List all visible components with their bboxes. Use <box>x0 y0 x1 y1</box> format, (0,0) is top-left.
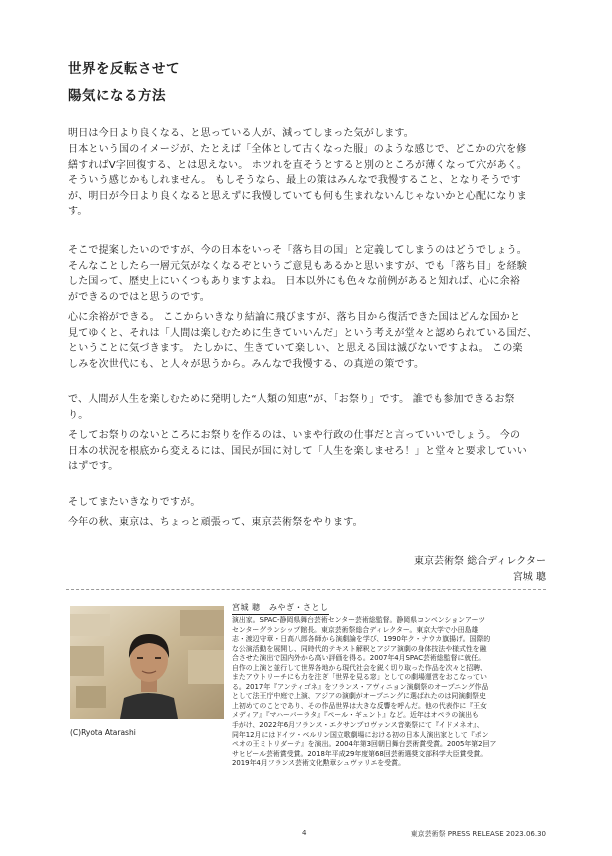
profile-bio <box>232 616 552 769</box>
body-paragraph-6 <box>68 428 546 475</box>
signature-role: 東京芸術祭 総合ディレクター <box>414 556 546 567</box>
body-paragraph-1 <box>68 126 546 142</box>
body-paragraph-4 <box>68 310 546 372</box>
text-line: そんなことしたら一層元気がなくなるぞというご意見もあるかと思いますが、でも「落ち目」を経験 <box>68 260 527 272</box>
text-line: 明日は今日より良くなる、と思っている人が、減ってしまった気がします。 <box>68 128 414 139</box>
text-line: す。 <box>68 206 88 217</box>
heading-line-1: 世界を反転させて <box>68 61 180 77</box>
text-line: そういう感じかもしれません。 もしそうなら、最上の策はみんなで我慢すること、となりそうです <box>68 175 521 186</box>
text-line: ということに気づきます。 たしかに、生きていて楽しい、と思える国は滅びないですよね。 この楽 <box>68 343 523 354</box>
text-line: した国って、歴史上にいくつもありますよね。 日本以外にも色々な前例があると知れば、心に余裕 <box>68 276 520 287</box>
bio-line: ペオの王ミトリダーテ』を演出。2004年第3回朝日舞台芸術賞受賞。2005年第2回ア <box>232 740 497 749</box>
bio-line: メディア』『マハーバーラタ』『ペール・ギュント』など。近年はオペラの演出も <box>232 711 479 720</box>
text-line: 日本の状況を根底から変えるには、国民が国に対して「人生を楽しませろ！」と堂々と要求していい <box>68 445 527 457</box>
bio-line: またアウトリーチにも力を注ぎ「世界を見る窓」としての劇場運営をおこなってい <box>232 673 487 682</box>
bio-line: 2019年4月フランス芸術文化勲章シュヴァリエを受賞。 <box>232 759 405 768</box>
bio-line: な公演活動を展開し、同時代的テキスト解釈とアジア演劇の身体技法や様式性を融 <box>232 644 487 653</box>
bio-line: 手がけ、2022年6月フランス・エクサンプロヴァンス音楽祭にて『イドメネオ』、 <box>232 721 484 730</box>
text-line: しみを次世代にも、と人々が思うから。みんなで我慢する、の真逆の策です。 <box>68 358 425 370</box>
body-paragraph-7 <box>68 495 546 511</box>
text-line: が、明日が今日より良くなると思えずに我慢していても何も生まれないんじゃないかと心配になりま <box>68 190 527 202</box>
text-line: ができるのではと思うのです。 <box>68 291 210 303</box>
bio-line: る。2017年『アンティゴネ』をフランス・アヴィニョン演劇祭のオープニング作品 <box>232 682 489 691</box>
bio-line: センターグランシップ館長。東京芸術祭総合ディレクター。東京大学で小田島雄 <box>232 625 479 634</box>
section-divider <box>66 589 546 590</box>
photo-credit: (C)Ryota Atarashi <box>70 728 136 737</box>
bio-line: サヒビール芸術賞受賞。2018年平成29年度第68回芸術選奨文部科学大臣賞受賞。 <box>232 749 488 758</box>
signature-name: 宮城 聰 <box>512 572 546 583</box>
body-paragraph-8 <box>68 515 546 531</box>
body-paragraph-3 <box>68 243 546 305</box>
bio-line: として法王庁中庭で上演、アジアの演劇がオープニングに選ばれたのは同演劇祭史 <box>232 692 486 701</box>
body-paragraph-2 <box>68 142 546 220</box>
text-line: で、人間が人生を楽しむために発明した“人類の知恵”が、「お祭り」です。 誰でも参加できるお祭 <box>68 394 515 405</box>
text-line: はずです。 <box>68 461 119 472</box>
text-line: 繕すればV字回復する、とは思えない。 ホツれを直そうとすると別のところが薄くなって穴があく。 <box>68 159 528 171</box>
page-number: 4 <box>302 829 307 837</box>
bio-line: 同年12月にはドイツ・ベルリン国立歌劇場における初の日本人演出家として『ポン <box>232 730 489 739</box>
bio-line: 上初めてのことであり、その作品世界は大きな反響を呼んだ。他の代表作に『王女 <box>232 701 487 710</box>
profile-name: 宮城 聰 みやぎ・さとし <box>232 603 329 615</box>
text-line: そしてお祭りのないところにお祭りを作るのは、いまや行政の仕事だと言っていいでしょう。 今の <box>68 430 521 441</box>
bio-line: 合させた演出で国内外から高い評価を得る。2007年4月SPAC芸術総監督に就任。 <box>232 654 486 663</box>
text-line: そしてまたいきなりですが。 <box>68 497 201 508</box>
bio-line: 演出家。SPAC-静岡県舞台芸術センター芸術総監督。静岡県コンベンションアーツ <box>232 616 486 624</box>
text-line: り。 <box>68 409 89 421</box>
body-paragraph-5 <box>68 392 546 423</box>
text-line: 今年の秋、東京は、ちょっと頑張って、東京芸術祭をやります。 <box>68 517 363 528</box>
bio-line: 自作の上演と並行して世界各地から現代社会を鋭く切り取った作品を次々と招聘、 <box>232 663 487 672</box>
heading-line-2: 陽気になる方法 <box>68 88 166 104</box>
text-line: そこで提案したいのですが、今の日本をいっそ「落ち目の国」と定義してしまうのはどうでしょう。 <box>68 245 527 256</box>
bio-line: 志・渡辺守章・日高八郎各師から演劇論を学び、1990年ク・ナウカ旗揚げ。国際的 <box>232 635 491 644</box>
text-line: 日本という国のイメージが、たとえば「全体として古くなった服」のような感じで、どこかの穴を修 <box>68 144 527 155</box>
text-line: 見てゆくと、それは「人間は楽しむために生きていいんだ」という考えが堂々と認められている国だ、 <box>68 327 538 339</box>
profile-photo <box>70 606 224 719</box>
footer-publication: 東京芸術祭 PRESS RELEASE 2023.06.30 <box>410 830 546 838</box>
text-line: 心に余裕ができる。 ここからいきなり結論に飛びますが、落ち目から復活できた国はどんな国かと <box>68 312 521 323</box>
